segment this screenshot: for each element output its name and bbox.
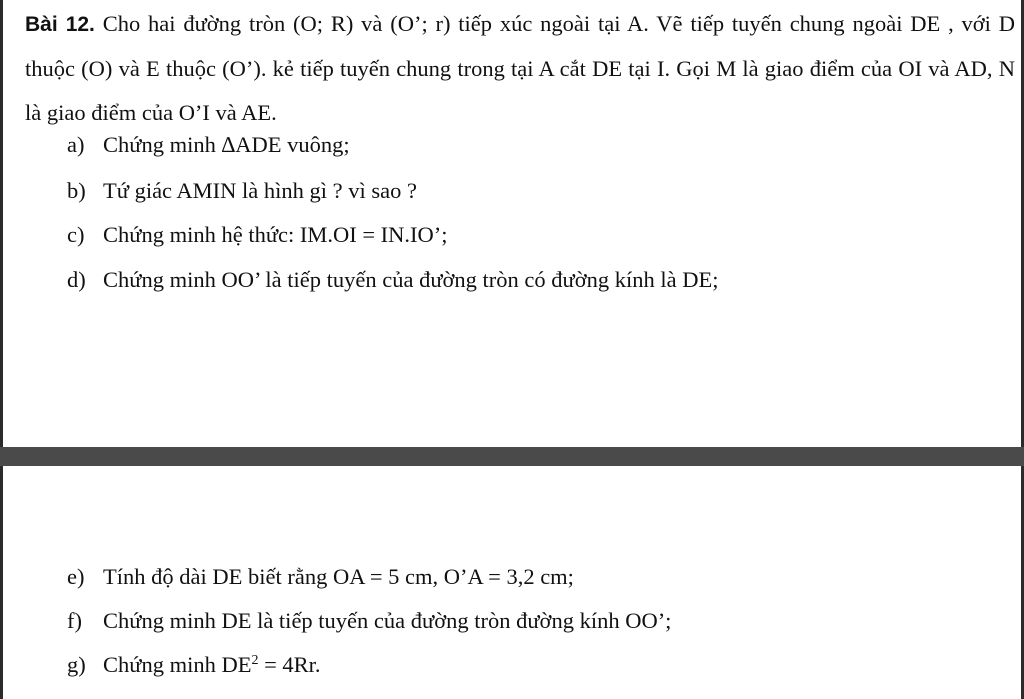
item-label: e) bbox=[67, 564, 85, 589]
problem-title: Bài 12. bbox=[25, 13, 95, 36]
question-item-d bbox=[67, 267, 719, 293]
item-label: f) bbox=[67, 608, 82, 633]
item-label: a) bbox=[67, 132, 85, 157]
item-text: Chứng minh DE là tiếp tuyến của đường tròn đường kính OO’; bbox=[103, 608, 672, 633]
item-text: Tính độ dài DE biết rằng OA = 5 cm, O’A = 3,2 cm; bbox=[103, 564, 574, 589]
page-divider bbox=[0, 447, 1024, 466]
item-text-after: = 4Rr. bbox=[258, 652, 321, 677]
question-item-e bbox=[67, 564, 574, 590]
question-item-b bbox=[67, 178, 417, 204]
question-item-g bbox=[67, 652, 321, 678]
problem-text: Cho hai đường tròn (O; R) và (O’; r) tiếp xúc ngoài tại A. Vẽ tiếp tuyến chung ngoài DE , với D thuộc (O) và E thuộc (O’). kẻ tiếp tuyến chung trong tại A cắt DE tại I. Gọi M là giao điểm của OI và AD, N là giao điểm của O’I và AE. bbox=[25, 11, 1015, 125]
item-label: c) bbox=[67, 222, 85, 247]
item-label: b) bbox=[67, 178, 86, 203]
item-text-before: Chứng minh DE bbox=[103, 652, 252, 677]
problem-statement bbox=[25, 2, 1015, 135]
item-text: Tứ giác AMIN là hình gì ? vì sao ? bbox=[103, 178, 418, 203]
item-label: g) bbox=[67, 652, 86, 677]
question-item-a bbox=[67, 132, 350, 158]
item-text: Chứng minh ∆ADE vuông; bbox=[103, 132, 350, 157]
document-page-bottom bbox=[0, 466, 1024, 699]
item-label: d) bbox=[67, 267, 86, 292]
item-text: Chứng minh hệ thức: IM.OI = IN.IO’; bbox=[103, 222, 448, 247]
item-text: Chứng minh OO’ là tiếp tuyến của đường tròn có đường kính là DE; bbox=[103, 267, 719, 292]
question-item-c bbox=[67, 222, 448, 248]
question-item-f bbox=[67, 608, 671, 634]
superscript: 2 bbox=[251, 653, 259, 668]
